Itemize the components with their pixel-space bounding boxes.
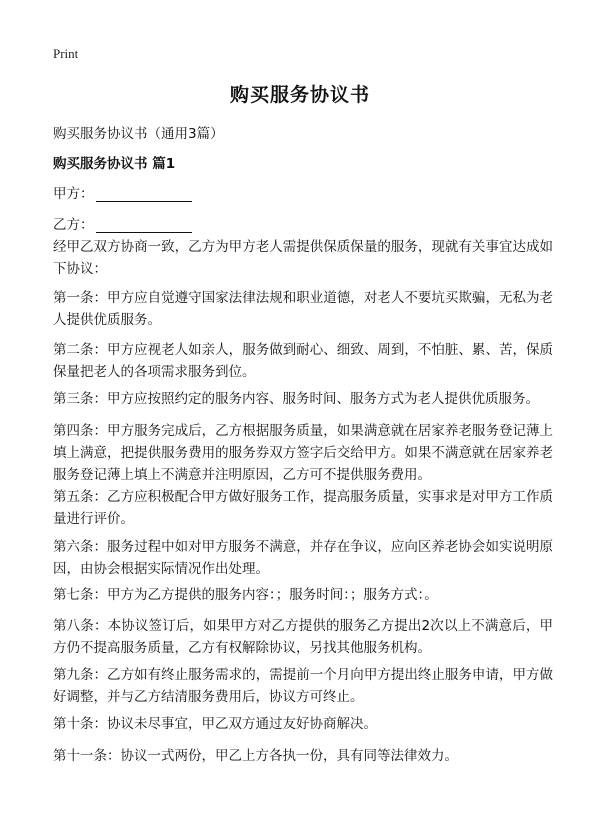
paragraph-article-10: 第十条：协议未尽事宜，甲乙双方通过友好协商解决。 (53, 716, 377, 732)
paragraph-article-1: 第一条：甲方应自觉遵守国家法律法规和职业道德，对老人不要坑买欺骗，无私为老人提供优质服务。 (53, 290, 553, 328)
paragraph-article-6: 第六条：服务过程中如对甲方服务不满意，并存在争议，应向区养老协会如实说明原因，由协会根据实际情况作出处理。 (53, 539, 553, 577)
paragraph-article-2: 第二条：甲方应视老人如亲人，服务做到耐心、细致、周到，不怕脏、累、苦，保质保量把老人的各项需求服务到位。 (53, 342, 553, 380)
paragraph-article-5: 第五条：乙方应积极配合甲方做好服务工作，提高服务质量，实事求是对甲方工作质量进行评价。 (53, 489, 553, 527)
paragraph-article-4: 第四条：甲方服务完成后，乙方根据服务质量，如果满意就在居家养老服务登记薄上填上满意，把提供服务费用的服务券双方签字后交给甲方。如果不满意就在居家养老服务登记薄上填上不满意并注明原因，乙方可不提供服务费用。 (53, 423, 553, 483)
party-b-label: 乙方： (53, 217, 94, 233)
paragraph-article-11: 第十一条：协议一式两份，甲乙上方各执一份，具有同等法律效力。 (53, 748, 458, 764)
print-link[interactable]: Print (53, 46, 79, 61)
paragraph-article-3: 第三条：甲方应按照约定的服务内容、服务时间、服务方式为老人提供优质服务。 (53, 391, 539, 407)
paragraph-article-7: 第七条：甲方为乙方提供的服务内容：；服务时间：；服务方式：。 (53, 587, 438, 603)
document-title: 购买服务协议书 (229, 84, 370, 106)
paragraph-intro: 经甲乙双方协商一致，乙方为甲方老人需提供保质保量的服务，现就有关事宜达成如下协议： (53, 239, 553, 277)
party-b-line (53, 213, 192, 233)
party-b-blank (96, 218, 192, 233)
paragraph-article-8: 第八条：本协议签订后，如果甲方对乙方提供的服务乙方提出2次以上不满意后，甲方仍不提高服务质量，乙方有权解除协议，另找其他服务机构。 (53, 618, 553, 656)
party-a-blank (96, 187, 192, 202)
paragraph-article-9: 第九条：乙方如有终止服务需求的，需提前一个月向甲方提出终止服务申请，甲方做好调整，并与乙方结清服务费用后，协议方可终止。 (53, 667, 553, 705)
party-a-line (53, 182, 192, 202)
document-subtitle: 购买服务协议书（通用3篇） (53, 126, 224, 142)
party-a-label: 甲方： (53, 186, 94, 202)
section-heading: 购买服务协议书 篇1 (53, 156, 176, 172)
